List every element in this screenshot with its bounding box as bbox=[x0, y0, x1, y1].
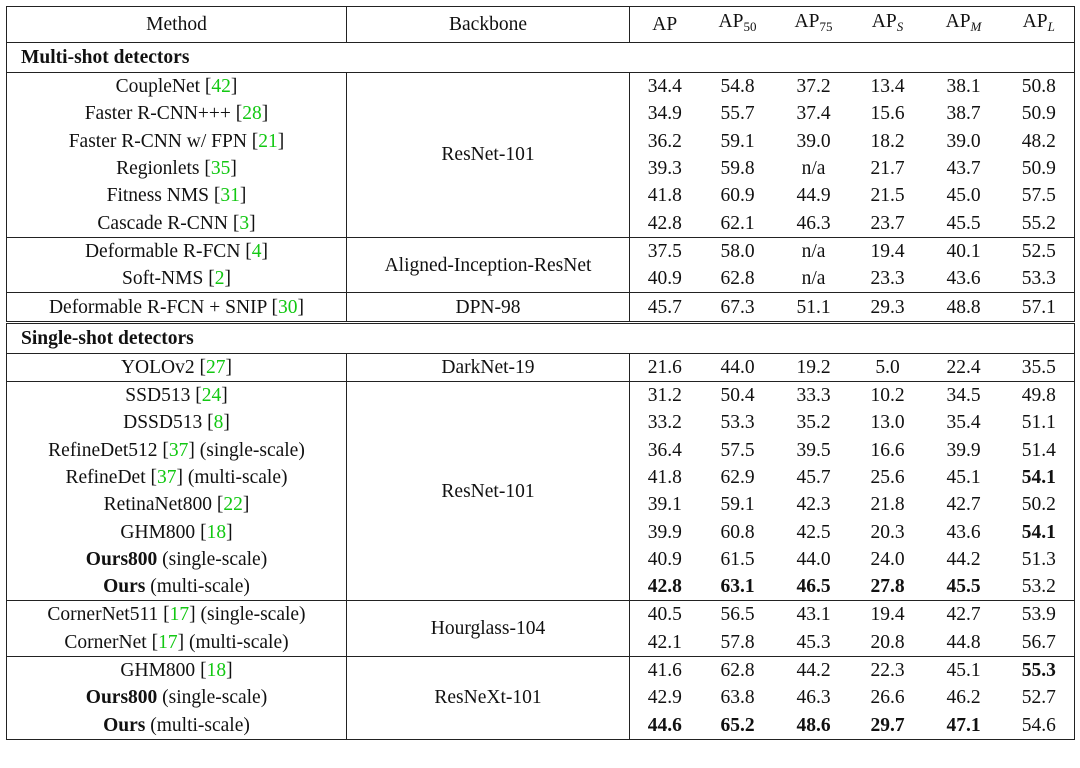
header-ap75 bbox=[776, 7, 852, 43]
metric-aps: 29.7 bbox=[852, 712, 924, 740]
section-row-single bbox=[7, 322, 1075, 353]
header-aps-main: AP bbox=[871, 11, 897, 32]
metric-ap: 34.4 bbox=[630, 73, 700, 101]
metric-ap: 41.6 bbox=[630, 656, 700, 684]
metric-apl: 50.2 bbox=[1004, 491, 1075, 518]
metric-apl: 50.9 bbox=[1004, 155, 1075, 182]
metric-aps: 13.0 bbox=[870, 412, 905, 434]
metric-apl: 57.1 bbox=[1004, 293, 1075, 322]
method-name: RefineDet512 bbox=[48, 439, 163, 461]
metric-ap: 39.3 bbox=[647, 158, 682, 180]
metric-apl: 54.1 bbox=[1004, 518, 1075, 545]
metric-apl: 54.1 bbox=[1004, 464, 1075, 491]
method-suffix: (multi-scale) bbox=[184, 631, 289, 653]
citation-link[interactable]: 21 bbox=[258, 130, 278, 152]
header-aps-sub: S bbox=[896, 19, 904, 34]
method-cell bbox=[7, 684, 347, 711]
method-name-bold: Ours800 bbox=[85, 687, 158, 709]
metric-ap75: 19.2 bbox=[776, 353, 852, 381]
metric-apl: 51.4 bbox=[1004, 437, 1075, 464]
table-row bbox=[7, 237, 1075, 265]
metric-apl: 53.9 bbox=[1004, 601, 1075, 629]
header-ap50 bbox=[700, 7, 776, 43]
metric-ap50: 55.7 bbox=[720, 103, 755, 125]
method-cell: YOLOv2 [27] bbox=[7, 353, 347, 381]
metric-ap75: 39.0 bbox=[796, 130, 831, 152]
metric-ap: 39.1 bbox=[647, 494, 682, 516]
metric-apm: 38.7 bbox=[946, 103, 981, 125]
metric-ap: 21.6 bbox=[630, 353, 700, 381]
metric-aps: 27.8 bbox=[870, 576, 905, 598]
metric-ap75: 42.3 bbox=[796, 494, 831, 516]
metric-apm: 45.0 bbox=[946, 185, 981, 207]
method-cell: Faster R-CNN+++ [28] bbox=[7, 100, 347, 127]
metric-apl: 48.2 bbox=[1004, 128, 1075, 155]
header-apm bbox=[924, 7, 1004, 43]
metric-ap75: 35.2 bbox=[796, 412, 831, 434]
metric-ap: 42.8 bbox=[647, 212, 682, 234]
metric-ap75: n/a bbox=[776, 237, 852, 265]
metric-ap50: 60.9 bbox=[720, 185, 755, 207]
metric-apl: 35.5 bbox=[1004, 353, 1075, 381]
citation-link[interactable]: 17 bbox=[158, 631, 178, 653]
metric-ap: 41.8 bbox=[647, 185, 682, 207]
metric-apl: 50.8 bbox=[1004, 73, 1075, 101]
method-name-bold: Ours bbox=[103, 714, 146, 736]
metric-apm: 22.4 bbox=[924, 353, 1004, 381]
header-ap50-main: AP bbox=[718, 11, 744, 32]
metric-aps: 29.3 bbox=[852, 293, 924, 322]
method-cell: RefineDet512 [37] (single-scale) bbox=[7, 437, 347, 464]
citation-link[interactable]: 22 bbox=[223, 494, 243, 516]
metric-apm: 45.1 bbox=[924, 656, 1004, 684]
method-name: CoupleNet bbox=[115, 76, 205, 98]
citation-link[interactable]: 37 bbox=[157, 467, 177, 488]
metric-ap75: n/a bbox=[801, 158, 826, 180]
metric-aps: 5.0 bbox=[852, 353, 924, 381]
method-name-bold: Ours bbox=[103, 576, 146, 598]
metric-apm: 43.7 bbox=[946, 158, 981, 180]
method-cell: GHM800 [18] bbox=[7, 656, 347, 684]
method-name: Soft-NMS bbox=[122, 268, 209, 290]
backbone-cell: DarkNet-19 bbox=[347, 353, 630, 381]
metric-aps: 19.4 bbox=[852, 601, 924, 629]
metric-ap50: 54.8 bbox=[700, 73, 776, 101]
metric-apm: 43.6 bbox=[946, 268, 981, 290]
method-name: CornerNet bbox=[64, 631, 152, 653]
header-row bbox=[7, 7, 1075, 43]
table-row bbox=[7, 353, 1075, 381]
section-title: Single-shot detectors bbox=[7, 322, 1075, 353]
method-suffix: (single-scale) bbox=[195, 604, 306, 626]
method-cell: Deformable R-FCN [4] bbox=[7, 237, 347, 265]
metric-ap50: 58.0 bbox=[700, 237, 776, 265]
method-suffix: (single-scale) bbox=[194, 439, 305, 461]
metric-ap50: 62.8 bbox=[720, 268, 755, 290]
metric-aps: 21.5 bbox=[870, 185, 905, 207]
metric-ap: 33.2 bbox=[647, 412, 682, 434]
header-apm-sub: M bbox=[970, 19, 982, 34]
metric-apm: 42.7 bbox=[946, 494, 981, 516]
metric-ap50: 56.5 bbox=[700, 601, 776, 629]
metric-apl: 51.1 bbox=[1004, 409, 1075, 436]
method-cell bbox=[7, 546, 347, 573]
metric-aps: 16.6 bbox=[870, 439, 905, 461]
header-apl-sub: L bbox=[1047, 19, 1055, 34]
metric-ap75: 43.1 bbox=[776, 601, 852, 629]
method-name: RetinaNet800 bbox=[103, 494, 217, 516]
metric-apm: 35.4 bbox=[946, 412, 981, 434]
metric-apl: 51.3 bbox=[1004, 546, 1075, 573]
metric-ap50: 67.3 bbox=[700, 293, 776, 322]
metric-ap75: 44.0 bbox=[796, 548, 831, 570]
method-cell: GHM800 [18] bbox=[7, 518, 347, 545]
results-table-wrapper bbox=[6, 6, 1074, 740]
method-name: CornerNet511 bbox=[47, 604, 164, 626]
method-cell bbox=[7, 573, 347, 601]
metric-apl: 54.6 bbox=[1004, 712, 1075, 740]
metric-ap75: 44.2 bbox=[776, 656, 852, 684]
metric-aps: 24.0 bbox=[870, 548, 905, 570]
metric-ap: 31.2 bbox=[630, 381, 700, 409]
metric-ap: 44.6 bbox=[630, 712, 700, 740]
metric-ap75: 51.1 bbox=[776, 293, 852, 322]
header-ap75-main: AP bbox=[794, 11, 820, 32]
metric-ap: 34.9 bbox=[647, 103, 682, 125]
metric-ap75: 42.5 bbox=[796, 521, 831, 543]
metric-ap75: 44.9 bbox=[796, 185, 831, 207]
method-cell: CoupleNet [42] bbox=[7, 73, 347, 101]
metric-aps: 15.6 bbox=[870, 103, 905, 125]
citation-link[interactable]: 27 bbox=[206, 356, 226, 378]
metric-apm: 39.9 bbox=[946, 439, 981, 461]
metric-apm: 47.1 bbox=[924, 712, 1004, 740]
metric-ap50: 60.8 bbox=[720, 521, 755, 543]
method-cell: Fitness NMS [31] bbox=[7, 182, 347, 209]
table-row bbox=[7, 656, 1075, 684]
method-cell: Soft-NMS [2] bbox=[7, 265, 347, 293]
metric-ap50: 63.1 bbox=[720, 576, 755, 598]
citation-link[interactable]: 28 bbox=[242, 103, 262, 125]
metric-ap50: 65.2 bbox=[700, 712, 776, 740]
metric-ap50: 62.8 bbox=[700, 656, 776, 684]
metric-aps: 10.2 bbox=[852, 381, 924, 409]
method-name: Regionlets bbox=[116, 158, 205, 180]
method-name-bold: Ours800 bbox=[85, 548, 158, 570]
method-name: SSD513 bbox=[125, 385, 196, 407]
citation-link[interactable]: 8 bbox=[213, 412, 224, 434]
method-name: YOLOv2 bbox=[120, 356, 200, 378]
metric-ap: 39.9 bbox=[647, 521, 682, 543]
metric-ap50: 62.1 bbox=[720, 212, 755, 234]
header-ap50-sub: 50 bbox=[743, 19, 757, 34]
metric-apm: 48.8 bbox=[924, 293, 1004, 322]
metric-apm: 45.1 bbox=[946, 467, 981, 488]
method-suffix: (single-scale) bbox=[157, 548, 268, 570]
metric-aps: 20.3 bbox=[870, 521, 905, 543]
header-method: Method bbox=[7, 7, 347, 43]
citation-link[interactable]: 17 bbox=[169, 604, 190, 626]
metric-ap: 42.9 bbox=[647, 687, 682, 709]
metric-ap50: 63.8 bbox=[720, 687, 755, 709]
metric-aps: 19.4 bbox=[852, 237, 924, 265]
metric-ap75: 45.3 bbox=[796, 631, 831, 653]
metric-apm: 43.6 bbox=[946, 521, 981, 543]
metric-ap75: n/a bbox=[801, 268, 826, 290]
metric-ap75: 37.4 bbox=[796, 103, 831, 125]
header-apm-main: AP bbox=[945, 11, 971, 32]
metric-apm: 42.7 bbox=[924, 601, 1004, 629]
metric-ap: 42.8 bbox=[647, 576, 682, 598]
metric-apl: 57.5 bbox=[1004, 182, 1075, 209]
metric-apm: 46.2 bbox=[946, 687, 981, 709]
results-table bbox=[6, 6, 1075, 740]
method-cell: RefineDet [37] (multi-scale) bbox=[7, 464, 347, 491]
metric-aps: 20.8 bbox=[870, 631, 905, 653]
metric-aps: 23.7 bbox=[870, 212, 905, 234]
citation-link[interactable]: 2 bbox=[214, 268, 225, 290]
metric-apl: 52.5 bbox=[1004, 237, 1075, 265]
metric-aps: 21.7 bbox=[870, 158, 905, 180]
method-name: Faster R-CNN+++ bbox=[84, 103, 236, 125]
metric-ap: 41.8 bbox=[647, 467, 682, 488]
method-name: Cascade R-CNN bbox=[97, 212, 233, 234]
backbone-cell: ResNeXt-101 bbox=[347, 656, 630, 739]
header-aps bbox=[852, 7, 924, 43]
metric-aps: 25.6 bbox=[870, 467, 905, 488]
table-row bbox=[7, 73, 1075, 101]
citation-link[interactable]: 35 bbox=[210, 158, 231, 180]
metric-ap50: 59.8 bbox=[720, 158, 755, 180]
method-name: Deformable R-FCN + SNIP bbox=[48, 296, 272, 318]
metric-aps: 21.8 bbox=[870, 494, 905, 516]
metric-ap: 40.9 bbox=[647, 548, 682, 570]
header-ap: AP bbox=[630, 7, 700, 43]
method-name: Deformable R-FCN bbox=[84, 240, 246, 262]
metric-ap75: 37.2 bbox=[776, 73, 852, 101]
metric-aps: 26.6 bbox=[870, 687, 905, 709]
metric-ap75: 45.7 bbox=[796, 467, 831, 488]
method-suffix: (multi-scale) bbox=[145, 576, 250, 598]
table-row bbox=[7, 381, 1075, 409]
metric-apl: 49.8 bbox=[1004, 381, 1075, 409]
section-title: Multi-shot detectors bbox=[7, 43, 1075, 73]
metric-ap50: 59.1 bbox=[720, 494, 755, 516]
header-apl bbox=[1004, 7, 1075, 43]
backbone-cell: ResNet-101 bbox=[347, 73, 630, 238]
method-name: GHM800 bbox=[120, 660, 201, 682]
metric-apl: 55.3 bbox=[1004, 656, 1075, 684]
metric-ap75: 48.6 bbox=[776, 712, 852, 740]
metric-ap50: 59.1 bbox=[720, 130, 755, 152]
method-cell: RetinaNet800 [22] bbox=[7, 491, 347, 518]
table-row bbox=[7, 293, 1075, 322]
metric-ap: 40.5 bbox=[630, 601, 700, 629]
metric-ap: 36.2 bbox=[647, 130, 682, 152]
citation-link[interactable]: 24 bbox=[201, 385, 222, 407]
method-cell bbox=[7, 712, 347, 740]
method-cell: Faster R-CNN w/ FPN [21] bbox=[7, 128, 347, 155]
metric-apl: 56.7 bbox=[1004, 629, 1075, 657]
citation-link[interactable]: 31 bbox=[220, 185, 240, 207]
metric-ap75: 46.3 bbox=[796, 687, 831, 709]
method-cell: SSD513 [24] bbox=[7, 381, 347, 409]
method-name: RefineDet bbox=[65, 467, 151, 488]
method-suffix: (multi-scale) bbox=[145, 714, 250, 736]
metric-apm: 44.2 bbox=[946, 548, 981, 570]
method-name: GHM800 bbox=[120, 521, 201, 543]
metric-apm: 44.8 bbox=[946, 631, 981, 653]
method-cell: CornerNet511 [17] (single-scale) bbox=[7, 601, 347, 629]
metric-apm: 34.5 bbox=[924, 381, 1004, 409]
metric-aps: 22.3 bbox=[852, 656, 924, 684]
metric-apm: 45.5 bbox=[946, 212, 981, 234]
metric-apm: 38.1 bbox=[924, 73, 1004, 101]
header-backbone: Backbone bbox=[347, 7, 630, 43]
citation-link[interactable]: 30 bbox=[278, 296, 298, 318]
header-ap75-sub: 75 bbox=[819, 19, 833, 34]
metric-ap50: 57.8 bbox=[720, 631, 755, 653]
citation-link[interactable]: 18 bbox=[206, 660, 227, 682]
metric-ap75: 46.5 bbox=[796, 576, 831, 598]
section-row-multi bbox=[7, 43, 1075, 73]
method-suffix: (multi-scale) bbox=[183, 467, 288, 488]
metric-aps: 13.4 bbox=[852, 73, 924, 101]
method-name: Faster R-CNN w/ FPN bbox=[68, 130, 252, 152]
metric-ap50: 50.4 bbox=[700, 381, 776, 409]
metric-apl: 53.3 bbox=[1004, 265, 1075, 293]
metric-apl: 52.7 bbox=[1004, 684, 1075, 711]
metric-ap50: 61.5 bbox=[720, 548, 755, 570]
method-cell: Deformable R-FCN + SNIP [30] bbox=[7, 293, 347, 322]
method-cell: DSSD513 [8] bbox=[7, 409, 347, 436]
method-name: Fitness NMS bbox=[106, 185, 214, 207]
method-suffix: (single-scale) bbox=[157, 687, 268, 709]
metric-ap75: 46.3 bbox=[796, 212, 831, 234]
metric-ap50: 44.0 bbox=[700, 353, 776, 381]
method-cell: Cascade R-CNN [3] bbox=[7, 209, 347, 237]
metric-apl: 50.9 bbox=[1004, 100, 1075, 127]
metric-ap50: 57.5 bbox=[720, 439, 755, 461]
citation-link[interactable]: 37 bbox=[168, 439, 189, 461]
metric-ap75: 33.3 bbox=[776, 381, 852, 409]
backbone-cell: Hourglass-104 bbox=[347, 601, 630, 657]
citation-link[interactable]: 3 bbox=[239, 212, 250, 234]
metric-ap: 40.9 bbox=[647, 268, 682, 290]
backbone-cell: ResNet-101 bbox=[347, 381, 630, 600]
metric-ap50: 62.9 bbox=[720, 467, 755, 488]
metric-aps: 23.3 bbox=[870, 268, 905, 290]
metric-apm: 40.1 bbox=[924, 237, 1004, 265]
backbone-cell: Aligned-Inception-ResNet bbox=[347, 237, 630, 293]
citation-link[interactable]: 18 bbox=[206, 521, 227, 543]
table-row bbox=[7, 601, 1075, 629]
metric-aps: 18.2 bbox=[870, 130, 905, 152]
header-apl-main: AP bbox=[1022, 11, 1048, 32]
metric-ap: 42.1 bbox=[647, 631, 682, 653]
backbone-cell: DPN-98 bbox=[347, 293, 630, 322]
method-name: DSSD513 bbox=[123, 412, 208, 434]
metric-ap: 45.7 bbox=[630, 293, 700, 322]
metric-ap75: 39.5 bbox=[796, 439, 831, 461]
metric-ap50: 53.3 bbox=[720, 412, 755, 434]
metric-apl: 53.2 bbox=[1004, 573, 1075, 601]
citation-link[interactable]: 42 bbox=[211, 76, 231, 98]
citation-link[interactable]: 4 bbox=[251, 240, 262, 262]
metric-apm: 45.5 bbox=[946, 576, 981, 598]
method-cell: CornerNet [17] (multi-scale) bbox=[7, 629, 347, 657]
metric-ap: 37.5 bbox=[630, 237, 700, 265]
metric-apl: 55.2 bbox=[1004, 209, 1075, 237]
metric-apm: 39.0 bbox=[946, 130, 981, 152]
method-cell: Regionlets [35] bbox=[7, 155, 347, 182]
metric-ap: 36.4 bbox=[647, 439, 682, 461]
